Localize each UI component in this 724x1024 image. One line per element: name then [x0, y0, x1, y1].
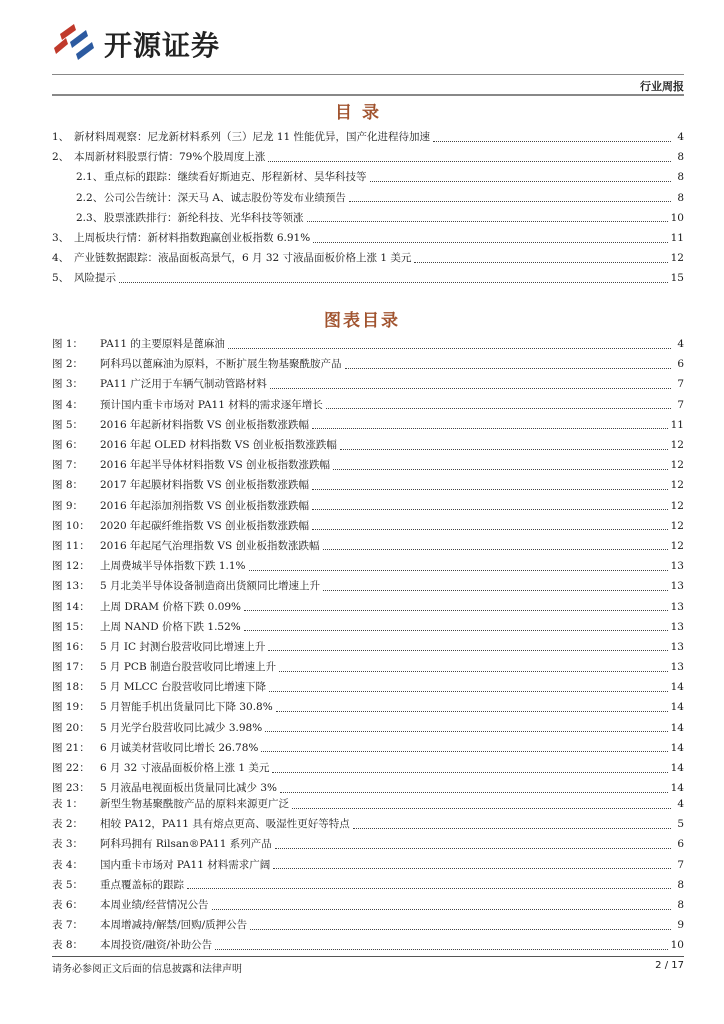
list-entry[interactable]: [52, 536, 684, 556]
dot-leader: [279, 671, 668, 672]
entry-page: 8: [677, 878, 684, 891]
entry-number: 图 1：: [52, 338, 84, 351]
entry-text: 新型生物基聚酰胺产品的原料来源更广泛: [100, 798, 289, 811]
entry-text: 新材料周观察：尼龙新材料系列（三）尼龙 11 性能优异，国产化进程待加速: [74, 131, 431, 144]
entry-page: 12: [670, 439, 684, 452]
entry-number: 表 2：: [52, 818, 84, 831]
footer-rule: [52, 956, 684, 957]
dot-leader: [268, 650, 667, 651]
dot-leader: [323, 549, 668, 550]
entry-text: 上周板块行情：新材料指数跑赢创业板指数 6.91%: [74, 232, 311, 245]
entry-number: 表 6：: [52, 899, 84, 912]
entry-text: 本周增减持/解禁/回购/质押公告: [100, 919, 248, 932]
entry-text: 风险提示: [74, 272, 116, 285]
dot-leader: [265, 731, 667, 732]
toc-entry[interactable]: [52, 147, 684, 167]
entry-text: 6 月诚美材营收同比增长 26.78%: [100, 741, 259, 754]
entry-number: 表 5：: [52, 878, 84, 891]
list-entry[interactable]: [52, 596, 684, 616]
entry-text: 国内重卡市场对 PA11 材料需求广阔: [100, 858, 271, 871]
entry-text: 阿科玛以蓖麻油为原料，不断扩展生物基聚酰胺产品: [100, 358, 342, 371]
entry-number: 3、: [52, 232, 70, 245]
entry-number: 2.2、: [76, 191, 104, 204]
entry-page: 13: [670, 640, 684, 653]
figures-list: [52, 334, 684, 798]
entry-number: 2.1、: [76, 171, 104, 184]
entry-page: 12: [670, 252, 684, 265]
entry-number: 图 8：: [52, 479, 84, 492]
page-indicator: 2 / 17: [655, 960, 684, 971]
brand-logo-icon: [52, 20, 98, 60]
entry-page: 10: [670, 211, 684, 224]
list-entry[interactable]: [52, 657, 684, 677]
dot-leader: [250, 929, 671, 930]
list-entry[interactable]: [52, 718, 684, 738]
entry-text: 相较 PA12，PA11 具有熔点更高、吸湿性更好等特点: [100, 818, 350, 831]
dot-leader: [349, 201, 671, 202]
entry-number: 2、: [52, 151, 70, 164]
dot-leader: [268, 161, 671, 162]
entry-page: 7: [677, 378, 684, 391]
dot-leader: [312, 509, 668, 510]
dot-leader: [215, 949, 668, 950]
entry-number: 图 14：: [52, 600, 90, 613]
entry-page: 13: [670, 600, 684, 613]
entry-page: 14: [670, 701, 684, 714]
entry-text: 5 月智能手机出货量同比下降 30.8%: [100, 701, 273, 714]
entry-text: 公司公告统计：深天马 A、诚志股份等发布业绩预告: [104, 191, 346, 204]
list-entry[interactable]: [52, 697, 684, 717]
dot-leader: [244, 610, 668, 611]
entry-text: 5 月 IC 封测台股营收同比增速上升: [100, 640, 266, 653]
dot-leader: [275, 848, 671, 849]
entry-number: 图 17：: [52, 661, 90, 674]
entry-page: 12: [670, 479, 684, 492]
entry-page: 11: [670, 418, 684, 431]
entry-number: 图 6：: [52, 439, 84, 452]
entry-page: 10: [670, 939, 684, 952]
entry-number: 表 1：: [52, 798, 84, 811]
entry-text: 5 月北美半导体设备制造商出货额同比增速上升: [100, 580, 321, 593]
entry-text: 本周投资/融资/补助公告: [100, 939, 213, 952]
entry-text: 6 月 32 寸液晶面板价格上涨 1 美元: [100, 762, 270, 775]
entry-text: 本周业绩/经营情况公告: [100, 899, 209, 912]
dot-leader: [340, 449, 668, 450]
dot-leader: [272, 772, 667, 773]
header-rule-thick: [52, 94, 684, 96]
entry-text: PA11 的主要原料是蓖麻油: [100, 338, 225, 351]
entry-text: 5 月液晶电视面板出货量同比减少 3%: [100, 782, 278, 795]
dot-leader: [249, 570, 668, 571]
entry-page: 13: [670, 580, 684, 593]
entry-text: 5 月光学台股营收同比减少 3.98%: [100, 721, 263, 734]
entry-page: 12: [670, 499, 684, 512]
list-entry[interactable]: [52, 455, 684, 475]
entry-page: 4: [677, 131, 684, 144]
entry-text: 股票涨跌排行：新纶科技、光华科技等领涨: [104, 211, 304, 224]
brand-name: 开源证券: [104, 29, 221, 62]
list-entry[interactable]: [52, 814, 684, 834]
entry-number: 图 23：: [52, 782, 90, 795]
entry-page: 12: [670, 459, 684, 472]
entry-page: 7: [677, 858, 684, 871]
dot-leader: [269, 691, 668, 692]
entry-page: 12: [670, 519, 684, 532]
entry-number: 4、: [52, 252, 70, 265]
dot-leader: [187, 888, 671, 889]
entry-number: 图 2：: [52, 358, 84, 371]
entry-text: 预计国内重卡市场对 PA11 材料的需求逐年增长: [100, 398, 323, 411]
list-entry[interactable]: [52, 875, 684, 895]
entry-number: 图 19：: [52, 701, 90, 714]
dot-leader: [119, 282, 668, 283]
entry-number: 图 20：: [52, 721, 90, 734]
toc-entry[interactable]: [52, 208, 684, 228]
entry-text: 2016 年起添加剂指数 VS 创业板指数涨跌幅: [100, 499, 310, 512]
entry-text: 2017 年起膜材料指数 VS 创业板指数涨跌幅: [100, 479, 310, 492]
dot-leader: [313, 242, 667, 243]
list-entry[interactable]: [52, 334, 684, 354]
entry-text: 2016 年起新材料指数 VS 创业板指数涨跌幅: [100, 418, 310, 431]
entry-number: 图 10：: [52, 519, 90, 532]
dot-leader: [273, 868, 671, 869]
entry-number: 图 13：: [52, 580, 90, 593]
list-entry[interactable]: [52, 415, 684, 435]
entry-page: 9: [677, 919, 684, 932]
entry-number: 图 16：: [52, 640, 90, 653]
toc-entry[interactable]: [52, 127, 684, 147]
toc-entry[interactable]: [52, 188, 684, 208]
entry-page: 7: [677, 398, 684, 411]
entry-page: 13: [670, 620, 684, 633]
entry-page: 8: [677, 899, 684, 912]
entry-text: 阿科玛拥有 Rilsan®PA11 系列产品: [100, 838, 272, 851]
dot-leader: [212, 909, 671, 910]
entry-text: 上周 NAND 价格下跌 1.52%: [100, 620, 241, 633]
dot-leader: [323, 590, 668, 591]
entry-number: 图 18：: [52, 681, 90, 694]
dot-leader: [270, 388, 671, 389]
dot-leader: [312, 489, 668, 490]
entry-number: 表 7：: [52, 919, 84, 932]
entry-number: 图 5：: [52, 418, 84, 431]
list-entry[interactable]: [52, 617, 684, 637]
entry-text: 2016 年起尾气治理指数 VS 创业板指数涨跌幅: [100, 539, 320, 552]
entry-page: 6: [677, 358, 684, 371]
entry-number: 图 21：: [52, 741, 90, 754]
entry-number: 表 4：: [52, 858, 84, 871]
entry-text: 重点标的跟踪：继续看好斯迪克、彤程新材、昊华科技等: [104, 171, 367, 184]
dot-leader: [261, 751, 667, 752]
list-entry[interactable]: [52, 677, 684, 697]
entry-number: 图 4：: [52, 398, 84, 411]
list-entry[interactable]: [52, 496, 684, 516]
list-entry[interactable]: [52, 576, 684, 596]
footer-disclaimer: 请务必参阅正文后面的信息披露和法律声明: [52, 964, 242, 975]
entry-text: 本周新材料股票行情：79%个股周度上涨: [74, 151, 266, 164]
entry-page: 14: [670, 782, 684, 795]
entry-number: 2.3、: [76, 211, 104, 224]
dot-leader: [433, 141, 671, 142]
list-entry[interactable]: [52, 516, 684, 536]
list-entry[interactable]: [52, 895, 684, 915]
entry-text: 2016 年起半导体材料指数 VS 创业板指数涨跌幅: [100, 459, 331, 472]
entry-text: 5 月 MLCC 台股营收同比增速下降: [100, 681, 266, 694]
entry-text: 上周费城半导体指数下跌 1.1%: [100, 560, 246, 573]
toc-entry[interactable]: [52, 228, 684, 248]
entry-page: 6: [677, 838, 684, 851]
entry-number: 图 15：: [52, 620, 90, 633]
entry-page: 12: [670, 539, 684, 552]
entry-number: 表 3：: [52, 838, 84, 851]
entry-page: 13: [670, 560, 684, 573]
list-entry[interactable]: [52, 758, 684, 778]
dot-leader: [345, 368, 672, 369]
entry-number: 图 22：: [52, 762, 90, 775]
dot-leader: [414, 262, 667, 263]
entry-number: 图 7：: [52, 459, 84, 472]
page-header: [52, 18, 684, 80]
entry-page: 15: [670, 272, 684, 285]
header-rule: [52, 74, 684, 75]
entry-page: 8: [677, 151, 684, 164]
toc-list: [52, 127, 684, 289]
entry-page: 14: [670, 762, 684, 775]
toc-entry[interactable]: [52, 268, 684, 288]
list-entry[interactable]: [52, 794, 684, 814]
list-entry[interactable]: [52, 556, 684, 576]
dot-leader: [244, 630, 668, 631]
entry-page: 8: [677, 191, 684, 204]
entry-text: 5 月 PCB 制造台股营收同比增速上升: [100, 661, 277, 674]
list-entry[interactable]: [52, 738, 684, 758]
entry-number: 图 12：: [52, 560, 90, 573]
entry-text: PA11 广泛用于车辆气制动管路材料: [100, 378, 267, 391]
entry-page: 4: [677, 798, 684, 811]
entry-page: 8: [677, 171, 684, 184]
entry-text: 上周 DRAM 价格下跌 0.09%: [100, 600, 242, 613]
dot-leader: [326, 408, 671, 409]
entry-page: 14: [670, 741, 684, 754]
dot-leader: [292, 808, 671, 809]
entry-number: 5、: [52, 272, 70, 285]
list-entry[interactable]: [52, 435, 684, 455]
list-entry[interactable]: [52, 935, 684, 955]
entry-page: 14: [670, 681, 684, 694]
entry-number: 表 8：: [52, 939, 84, 952]
list-entry[interactable]: [52, 855, 684, 875]
list-entry[interactable]: [52, 354, 684, 374]
entry-page: 13: [670, 661, 684, 674]
dot-leader: [280, 792, 668, 793]
entry-page: 4: [677, 338, 684, 351]
entry-text: 2020 年起碳纤维指数 VS 创业板指数涨跌幅: [100, 519, 310, 532]
toc-title: 目录: [335, 103, 389, 123]
figures-title: 图表目录: [324, 311, 400, 331]
entry-page: 11: [670, 232, 684, 245]
list-entry[interactable]: [52, 915, 684, 935]
entry-page: 5: [677, 818, 684, 831]
dot-leader: [312, 428, 668, 429]
list-entry[interactable]: [52, 374, 684, 394]
entry-page: 14: [670, 721, 684, 734]
entry-number: 图 3：: [52, 378, 84, 391]
list-entry[interactable]: [52, 637, 684, 657]
report-type: 行业周报: [640, 80, 684, 93]
entry-number: 图 9：: [52, 499, 84, 512]
dot-leader: [353, 828, 671, 829]
dot-leader: [312, 529, 668, 530]
tables-list: [52, 794, 684, 956]
dot-leader: [276, 711, 668, 712]
entry-text: 产业链数据跟踪：液晶面板高景气，6 月 32 寸液晶面板价格上涨 1 美元: [74, 252, 412, 265]
list-entry[interactable]: [52, 834, 684, 854]
entry-number: 图 11：: [52, 539, 90, 552]
toc-entry[interactable]: [52, 248, 684, 268]
list-entry[interactable]: [52, 475, 684, 495]
dot-leader: [370, 181, 672, 182]
list-entry[interactable]: [52, 395, 684, 415]
toc-entry[interactable]: [52, 167, 684, 187]
entry-text: 重点覆盖标的跟踪: [100, 878, 184, 891]
entry-text: 2016 年起 OLED 材料指数 VS 创业板指数涨跌幅: [100, 439, 337, 452]
entry-number: 1、: [52, 131, 70, 144]
dot-leader: [333, 469, 668, 470]
dot-leader: [307, 221, 668, 222]
dot-leader: [228, 348, 671, 349]
